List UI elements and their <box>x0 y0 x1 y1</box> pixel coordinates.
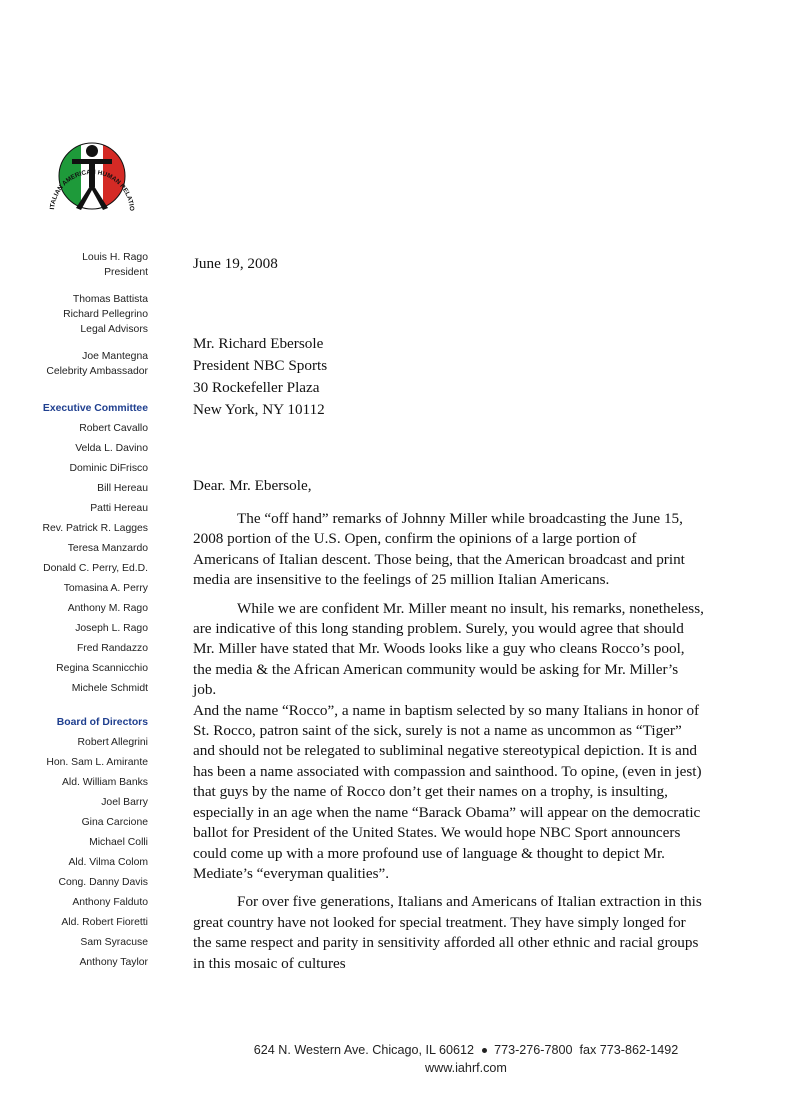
member-name: Robert Cavallo <box>79 423 148 434</box>
member-name: Teresa Manzardo <box>67 543 148 554</box>
member-name: Anthony M. Rago <box>67 603 148 614</box>
recipient-address <box>193 333 705 421</box>
officer-role: President <box>104 267 148 278</box>
paragraph: The “off hand” remarks of Johnny Miller while broadcasting the June 15, 2008 portion of the U.S. Open, confirm the opinions of a large portion of Americans of Italian descent. Those being, that the American broadcast and print media are insensitive to the feelings of 25 million Italian Americans. <box>193 510 685 589</box>
member-name: Velda L. Davino <box>75 443 148 454</box>
member-name: Regina Scannicchio <box>56 663 148 674</box>
letter-date: June 19, 2008 <box>193 255 278 272</box>
letter-paragraphs <box>193 509 705 974</box>
member-name: Michael Colli <box>89 837 148 848</box>
member-name: Joel Barry <box>101 797 148 808</box>
member-name: Ald. Vilma Colom <box>68 857 148 868</box>
paragraph: For over five generations, Italians and Americans of Italian extraction in this great country have not looked for special treatment. They have simply longed for the same respect and parity in sensitivity afforded all other ethnic and racial groups in this mosaic of cultures <box>193 893 702 972</box>
footer-website[interactable]: www.iahrf.com <box>425 1061 507 1075</box>
address-line: 30 Rockefeller Plaza <box>193 379 320 396</box>
member-name: Sam Syracuse <box>80 937 148 948</box>
officer-name: Thomas Battista <box>72 294 148 305</box>
board-of-directors-heading: Board of Directors <box>56 717 148 728</box>
board-of-directors-list <box>20 733 148 973</box>
footer-address: 624 N. Western Ave. Chicago, IL 60612 <box>253 1043 475 1057</box>
officer-name: Richard Pellegrino <box>63 309 148 320</box>
letterhead-footer <box>0 1041 800 1077</box>
member-name: Ald. William Banks <box>61 777 148 788</box>
salutation: Dear. Mr. Ebersole, <box>193 477 312 494</box>
footer-phone: 773-276-7800 <box>494 1043 573 1057</box>
logo-lettering: ITALIAN AMERICAN HUMAN RELATIO <box>49 168 136 212</box>
officer-ambassador <box>20 349 148 379</box>
paragraph: And the name “Rocco”, a name in baptism selected by so many Italians in honor of St. Rocco, patron saint of the sick, surely is not a name as uncommon as “Tiger” and should not be relegated to subliminal negative stereotypical depiction. It is and has been a name associated with compassion and sainthood. To opine, (even in jest) that guys by the name of Rocco don’t get their names on a trophy, is insulting, especially in an age when the name “Barack Obama” will appear on the democratic ballot for President of the United States. We would hope NBC Sport announcers could come up with a more profound use of language & thought to depict Mr. Mediate’s “everyman qualities”. <box>193 701 702 882</box>
member-name: Donald C. Perry, Ed.D. <box>43 563 148 574</box>
executive-committee-list <box>20 419 148 699</box>
member-name: Anthony Falduto <box>72 897 148 908</box>
address-line: President NBC Sports <box>193 357 328 374</box>
member-name: Bill Hereau <box>97 483 148 494</box>
address-line: New York, NY 10112 <box>193 401 325 418</box>
member-name: Dominic DiFrisco <box>69 463 148 474</box>
bullet-icon <box>482 1048 487 1053</box>
officer-name: Louis H. Rago <box>82 252 148 263</box>
member-name: Robert Allegrini <box>77 737 148 748</box>
member-name: Rev. Patrick R. Lagges <box>42 523 148 534</box>
member-name: Joseph L. Rago <box>75 623 148 634</box>
address-line: Mr. Richard Ebersole <box>193 335 324 352</box>
executive-committee-heading: Executive Committee <box>42 403 148 414</box>
member-name: Tomasina A. Perry <box>63 583 148 594</box>
officer-role: Legal Advisors <box>80 324 148 335</box>
member-name: Michele Schmidt <box>71 683 148 694</box>
officer-legal <box>20 292 148 337</box>
paragraph: While we are confident Mr. Miller meant no insult, his remarks, nonetheless, are indicative of this long standing problem. Surely, you would agree that should Mr. Miller have stated that Mr. Woods looks like a guy who cleans Rocco’s pool, the media & the African American community would be asking for Mr. Miller’s job. <box>193 599 704 699</box>
officer-president <box>20 250 148 280</box>
foundation-logo <box>46 126 138 222</box>
member-name: Fred Randazzo <box>76 643 148 654</box>
member-name: Cong. Danny Davis <box>58 877 148 888</box>
letterhead-sidebar <box>20 250 148 973</box>
member-name: Patti Hereau <box>90 503 148 514</box>
member-name: Hon. Sam L. Amirante <box>46 757 148 768</box>
officer-name: Joe Mantegna <box>82 351 148 362</box>
officer-role: Celebrity Ambassador <box>46 366 148 377</box>
footer-fax: fax 773-862-1492 <box>579 1043 679 1057</box>
member-name: Ald. Robert Fioretti <box>61 917 148 928</box>
member-name: Gina Carcione <box>81 817 148 828</box>
footer-contact <box>0 1041 800 1059</box>
member-name: Anthony Taylor <box>79 957 148 968</box>
letter-body <box>193 253 705 982</box>
